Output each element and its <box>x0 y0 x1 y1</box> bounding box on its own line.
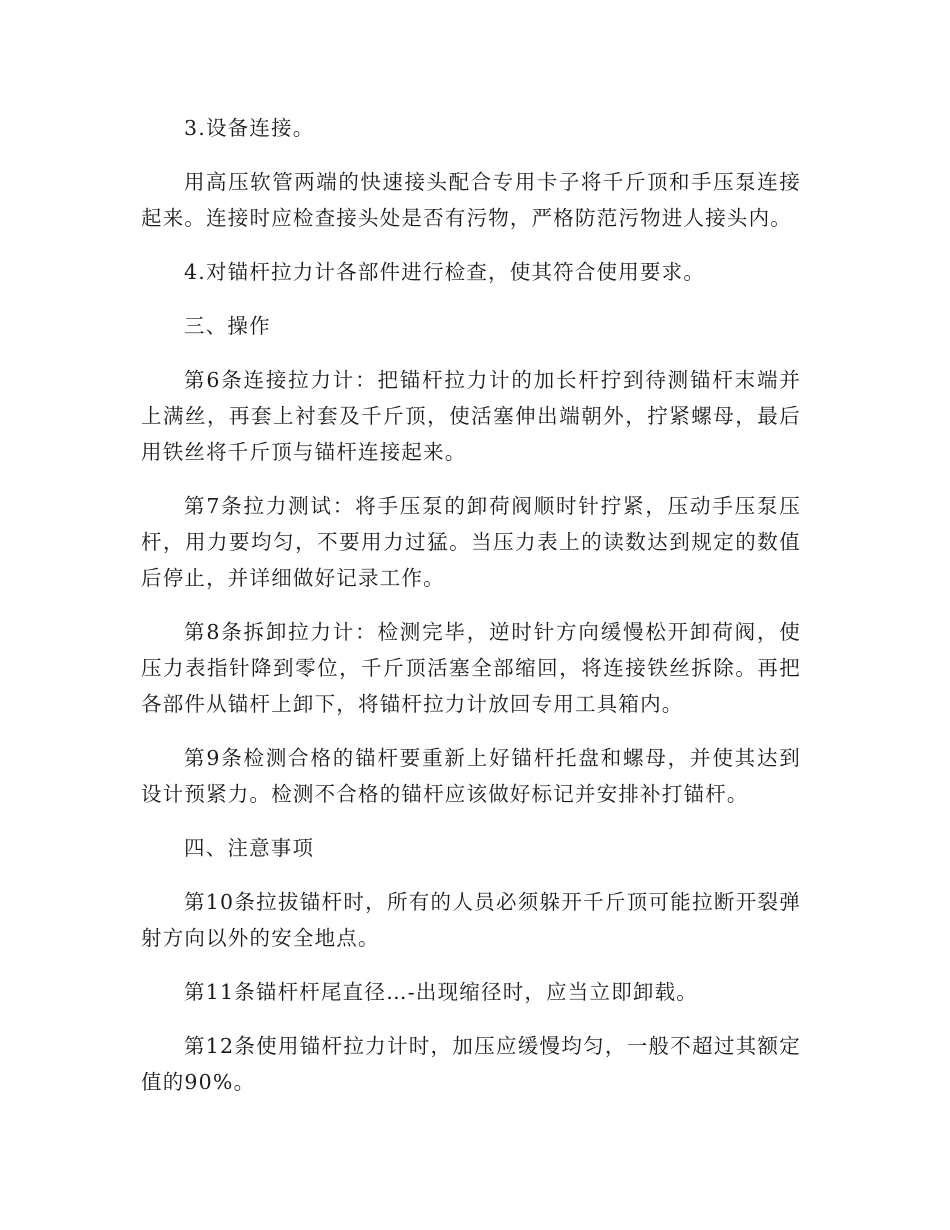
article-10-paragraph: 第10条拉拔锚杆时，所有的人员必须躲开千斤顶可能拉断开裂弹射方向以外的安全地点。 <box>141 890 801 950</box>
article-8-paragraph: 第8条拆卸拉力计：检测完毕，逆时针方向缓慢松开卸荷阀，使压力表指针降到零位，千斤顶活塞全部缩回，将连接铁丝拆除。再把各部件从锚杆上卸下，将锚杆拉力计放回专用工具箱内。 <box>141 620 801 716</box>
section-precautions-heading: 四、注意事项 <box>184 836 315 860</box>
document-body <box>141 110 801 1118</box>
article-9-paragraph: 第9条检测合格的锚杆要重新上好锚杆托盘和螺母，并使其达到设计预紧力。检测不合格的锚杆应该做好标记并安排补打锚杆。 <box>141 746 801 806</box>
step-3-heading: 3.设备连接。 <box>184 116 315 140</box>
article-12-paragraph: 第12条使用锚杆拉力计时，加压应缓慢均匀，一般不超过其额定值的90%。 <box>141 1034 801 1094</box>
article-7-paragraph: 第7条拉力测试：将手压泵的卸荷阀顺时针拧紧，压动手压泵压杆，用力要均匀，不要用力过猛。当压力表上的读数达到规定的数值后停止，并详细做好记录工作。 <box>141 494 801 590</box>
article-11-paragraph: 第11条锚杆杆尾直径…-出现缩径时，应当立即卸载。 <box>184 980 699 1004</box>
connection-paragraph: 用高压软管两端的快速接头配合专用卡子将千斤顶和手压泵连接起来。连接时应检查接头处是否有污物，严格防范污物进人接头内。 <box>141 170 801 230</box>
section-operation-heading: 三、操作 <box>184 314 271 338</box>
article-6-paragraph: 第6条连接拉力计：把锚杆拉力计的加长杆拧到待测锚杆末端并上满丝，再套上衬套及千斤顶，使活塞伸出端朝外，拧紧螺母，最后用铁丝将千斤顶与锚杆连接起来。 <box>141 368 801 464</box>
step-4-paragraph: 4.对锚杆拉力计各部件进行检查，使其符合使用要求。 <box>184 260 706 284</box>
